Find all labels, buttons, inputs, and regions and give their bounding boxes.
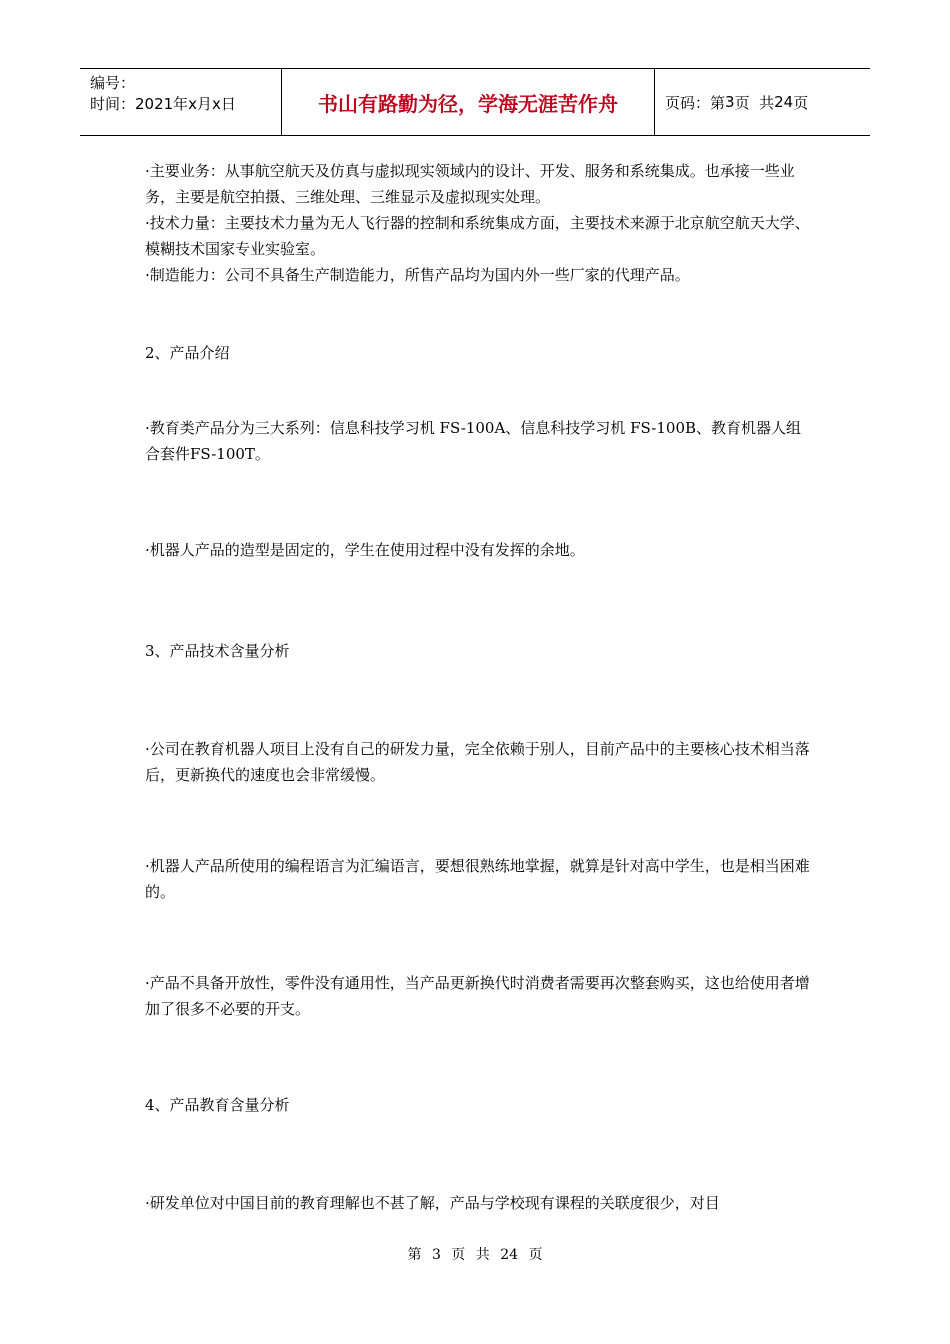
paragraph-education-understanding: ·研发单位对中国目前的教育理解也不甚了解，产品与学校现有课程的关联度很少，对目 xyxy=(145,1194,720,1212)
header-left-cell xyxy=(80,69,282,135)
paragraph-technical-strength: ·技术力量：主要技术力量为无人飞行器的控制和系统集成方面，主要技术来源于北京航空航天大学、模糊技术国家专业实验室。 xyxy=(145,214,810,258)
page-footer: 第 3 页 共 24 页 xyxy=(407,1247,543,1263)
number-label: 编号： xyxy=(90,74,136,92)
section-heading-tech-analysis: 3、产品技术含量分析 xyxy=(145,642,290,660)
page-current: 3 xyxy=(725,93,735,111)
document-body xyxy=(145,158,810,1216)
page-suffix: 页 xyxy=(793,93,809,112)
paragraph-rd-dependence: ·公司在教育机器人项目上没有自己的研发力量，完全依赖于别人，目前产品中的主要核心技术相当落后，更新换代的速度也会非常缓慢。 xyxy=(145,740,810,784)
motto-banner: 书山有路勤为径，学海无涯苦作舟 xyxy=(282,69,655,135)
section-heading-product-intro: 2、产品介绍 xyxy=(145,344,230,362)
paragraph-openness: ·产品不具备开放性，零件没有通用性，当产品更新换代时消费者需要再次整套购买，这也给使用者增加了很多不必要的开支。 xyxy=(145,974,810,1018)
page-total: 24 xyxy=(774,93,794,111)
time-label: 时间：2021年x月x日 xyxy=(90,95,236,113)
paragraph-manufacturing: ·制造能力：公司不具备生产制造能力，所售产品均为国内外一些厂家的代理产品。 xyxy=(145,266,690,284)
header-page-info xyxy=(655,69,870,135)
paragraph-robot-shape: ·机器人产品的造型是固定的，学生在使用过程中没有发挥的余地。 xyxy=(145,541,585,559)
page-prefix: 页码：第 xyxy=(665,93,726,112)
page-header xyxy=(80,68,870,136)
page-mid: 页 共 xyxy=(734,93,775,112)
paragraph-programming-language: ·机器人产品所使用的编程语言为汇编语言，要想很熟练地掌握，就算是针对高中学生，也是相当困难的。 xyxy=(145,857,810,901)
paragraph-product-series: ·教育类产品分为三大系列：信息科技学习机 FS-100A、信息科技学习机 FS-100B、教育机器人组合套件FS-100T。 xyxy=(145,419,802,463)
section-heading-education-analysis: 4、产品教育含量分析 xyxy=(145,1096,290,1114)
paragraph-main-business: ·主要业务：从事航空航天及仿真与虚拟现实领域内的设计、开发、服务和系统集成。也承接一些业务，主要是航空拍摄、三维处理、三维显示及虚拟现实处理。 xyxy=(145,162,795,206)
